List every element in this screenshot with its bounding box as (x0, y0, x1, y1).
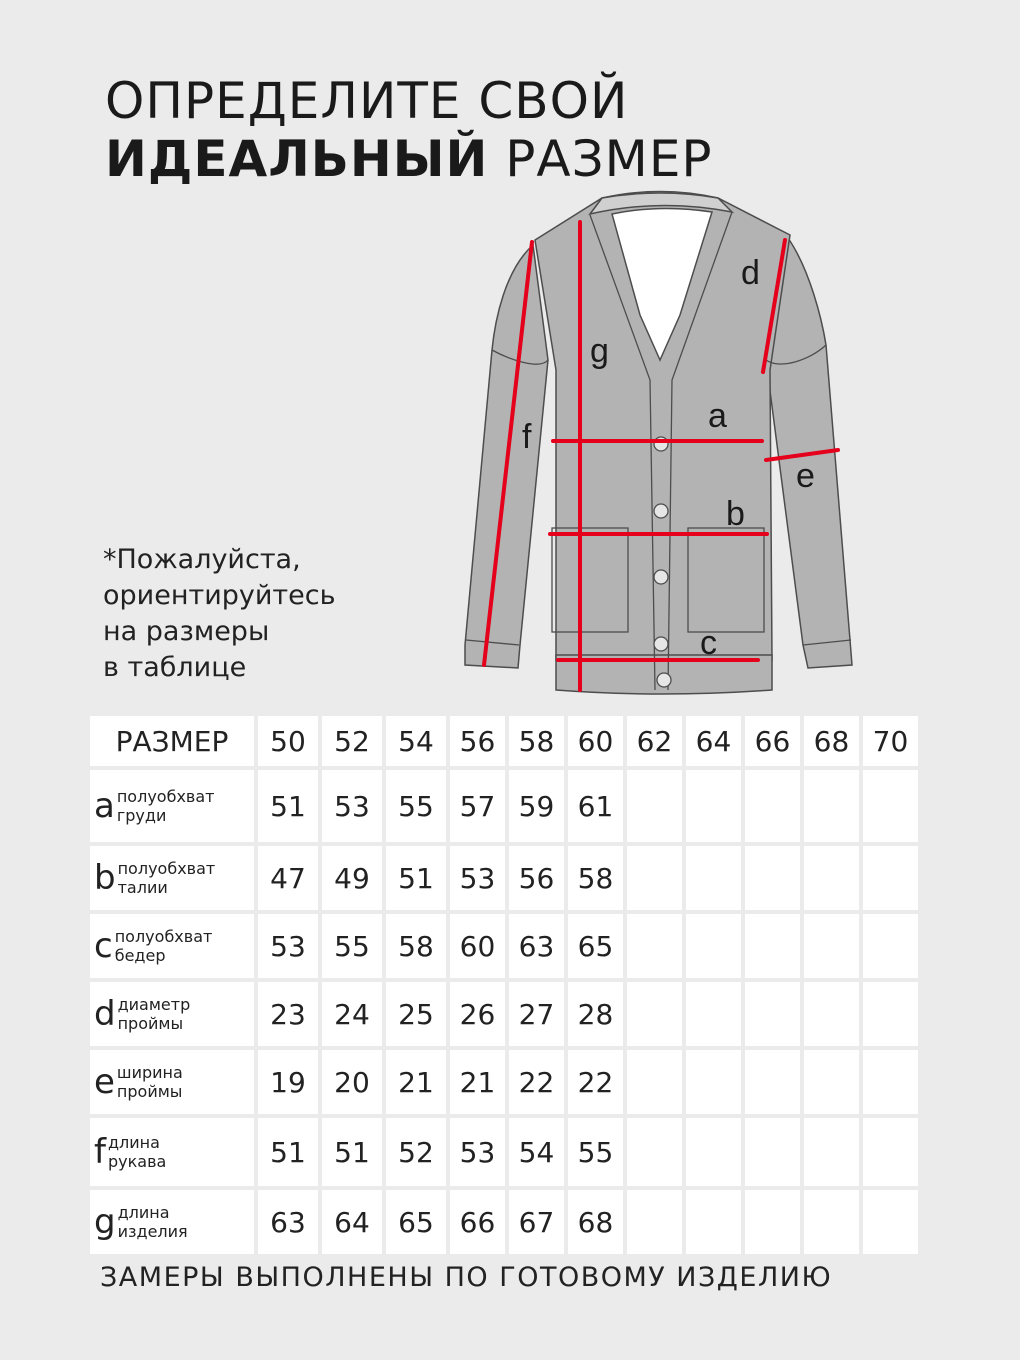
table-cell: 55 (386, 770, 446, 842)
table-cell: 21 (450, 1050, 505, 1114)
table-cell: 64 (322, 1190, 382, 1254)
title-line-1: ОПРЕДЕЛИТЕ СВОЙ (105, 72, 629, 130)
row-letter: g (94, 1202, 116, 1242)
table-cell: 28 (568, 982, 623, 1046)
row-label (90, 1118, 254, 1186)
table-cell (627, 1190, 682, 1254)
table-cell (627, 770, 682, 842)
table-cell: 61 (568, 770, 623, 842)
title-bold-word: ИДЕАЛЬНЫЙ (105, 130, 489, 188)
row-letter: c (94, 926, 113, 966)
label-a: a (708, 397, 727, 435)
table-cell: 55 (568, 1118, 623, 1186)
size-header-cell: 50 (258, 716, 318, 766)
row-letter: e (94, 1062, 115, 1102)
table-cell: 53 (258, 914, 318, 978)
table-row (90, 846, 918, 910)
row-desc-line: длина (107, 1133, 160, 1152)
size-table (86, 712, 922, 1258)
table-row (90, 914, 918, 978)
table-cell: 20 (322, 1050, 382, 1114)
row-description (117, 787, 215, 825)
row-label (90, 846, 254, 910)
table-cell (804, 914, 859, 978)
table-cell (745, 982, 800, 1046)
table-cell: 56 (509, 846, 564, 910)
size-header-cell: 54 (386, 716, 446, 766)
table-cell (804, 770, 859, 842)
table-cell (686, 914, 741, 978)
table-cell: 54 (509, 1118, 564, 1186)
table-cell: 51 (322, 1118, 382, 1186)
footer-note: ЗАМЕРЫ ВЫПОЛНЕНЫ ПО ГОТОВОМУ ИЗДЕЛИЮ (100, 1262, 833, 1293)
table-row (90, 1190, 918, 1254)
row-label (90, 770, 254, 842)
table-cell (863, 1118, 918, 1186)
table-cell (804, 982, 859, 1046)
table-cell: 57 (450, 770, 505, 842)
note-line: на размеры (103, 616, 270, 647)
table-cell (745, 914, 800, 978)
size-header-cell: 66 (745, 716, 800, 766)
row-description (118, 1203, 188, 1241)
note-line: *Пожалуйста, (103, 544, 301, 575)
table-cell: 51 (386, 846, 446, 910)
table-cell (863, 770, 918, 842)
table-cell (627, 914, 682, 978)
table-row (90, 1050, 918, 1114)
row-desc-line: длина (117, 1203, 170, 1222)
table-cell (745, 1118, 800, 1186)
size-header-cell: 64 (686, 716, 741, 766)
row-desc-line: груди (116, 806, 167, 825)
table-row (90, 1118, 918, 1186)
note-line: ориентируйтесь (103, 580, 336, 611)
row-label (90, 982, 254, 1046)
label-d: d (741, 254, 760, 292)
row-letter: b (94, 858, 116, 898)
row-label (90, 914, 254, 978)
table-cell (863, 846, 918, 910)
table-cell: 52 (386, 1118, 446, 1186)
row-desc-line: бедер (114, 946, 166, 965)
label-e: e (796, 457, 815, 495)
table-cell: 51 (258, 770, 318, 842)
table-cell: 49 (322, 846, 382, 910)
row-desc-line: проймы (117, 1014, 184, 1033)
size-header-cell: 60 (568, 716, 623, 766)
table-cell: 21 (386, 1050, 446, 1114)
table-cell: 58 (386, 914, 446, 978)
table-cell: 67 (509, 1190, 564, 1254)
size-header-cell: 68 (804, 716, 859, 766)
table-cell (863, 1050, 918, 1114)
table-cell (863, 982, 918, 1046)
size-note (103, 542, 336, 686)
label-g: g (590, 332, 609, 370)
table-cell: 63 (258, 1190, 318, 1254)
table-cell: 65 (568, 914, 623, 978)
row-description (118, 995, 191, 1033)
row-desc-line: изделия (117, 1222, 188, 1241)
row-desc-line: полуобхват (117, 859, 216, 878)
table-cell: 19 (258, 1050, 318, 1114)
label-c: c (700, 624, 717, 662)
table-cell: 51 (258, 1118, 318, 1186)
table-cell (804, 1050, 859, 1114)
table-cell (863, 1190, 918, 1254)
table-row (90, 770, 918, 842)
table-cell: 47 (258, 846, 318, 910)
table-cell (804, 1118, 859, 1186)
table-cell (804, 1190, 859, 1254)
table-cell (804, 846, 859, 910)
table-cell: 23 (258, 982, 318, 1046)
table-cell (745, 846, 800, 910)
table-row (90, 982, 918, 1046)
note-line: в таблице (103, 652, 247, 683)
size-header-cell: 70 (863, 716, 918, 766)
table-cell: 27 (509, 982, 564, 1046)
table-cell: 53 (450, 1118, 505, 1186)
table-cell (686, 770, 741, 842)
table-cell (627, 982, 682, 1046)
row-description (115, 927, 213, 965)
title-rest: РАЗМЕР (488, 130, 713, 188)
table-cell: 53 (322, 770, 382, 842)
row-label (90, 1190, 254, 1254)
row-letter: f (94, 1132, 106, 1172)
table-header-row (90, 716, 918, 766)
table-cell (745, 770, 800, 842)
header-label: РАЗМЕР (90, 716, 254, 766)
table-cell (686, 1050, 741, 1114)
table-cell: 26 (450, 982, 505, 1046)
row-letter: d (94, 994, 116, 1034)
row-desc-line: рукава (107, 1152, 167, 1171)
row-description (117, 1063, 183, 1101)
table-cell (745, 1050, 800, 1114)
table-cell: 24 (322, 982, 382, 1046)
size-header-cell: 58 (509, 716, 564, 766)
table-cell: 68 (568, 1190, 623, 1254)
row-desc-line: талии (117, 878, 168, 897)
row-label (90, 1050, 254, 1114)
row-letter: a (94, 786, 115, 826)
size-header-cell: 62 (627, 716, 682, 766)
table-cell: 66 (450, 1190, 505, 1254)
row-desc-line: проймы (116, 1082, 183, 1101)
table-cell (627, 846, 682, 910)
row-desc-line: диаметр (117, 995, 191, 1014)
label-b: b (726, 495, 745, 533)
label-f: f (522, 418, 532, 456)
table-cell (686, 1190, 741, 1254)
table-cell: 65 (386, 1190, 446, 1254)
table-cell: 22 (568, 1050, 623, 1114)
row-desc-line: полуобхват (116, 787, 215, 806)
table-cell (686, 846, 741, 910)
table-cell: 25 (386, 982, 446, 1046)
table-cell: 58 (568, 846, 623, 910)
row-description (108, 1133, 166, 1171)
table-cell (686, 1118, 741, 1186)
table-cell: 53 (450, 846, 505, 910)
table-cell (627, 1118, 682, 1186)
table-cell (863, 914, 918, 978)
table-cell: 55 (322, 914, 382, 978)
row-desc-line: ширина (116, 1063, 183, 1082)
size-header-cell: 52 (322, 716, 382, 766)
size-header-cell: 56 (450, 716, 505, 766)
table-cell (627, 1050, 682, 1114)
table-cell (686, 982, 741, 1046)
row-description (118, 859, 216, 897)
table-cell: 60 (450, 914, 505, 978)
table-cell: 63 (509, 914, 564, 978)
row-desc-line: полуобхват (114, 927, 213, 946)
table-cell: 22 (509, 1050, 564, 1114)
table-cell (745, 1190, 800, 1254)
table-cell: 59 (509, 770, 564, 842)
